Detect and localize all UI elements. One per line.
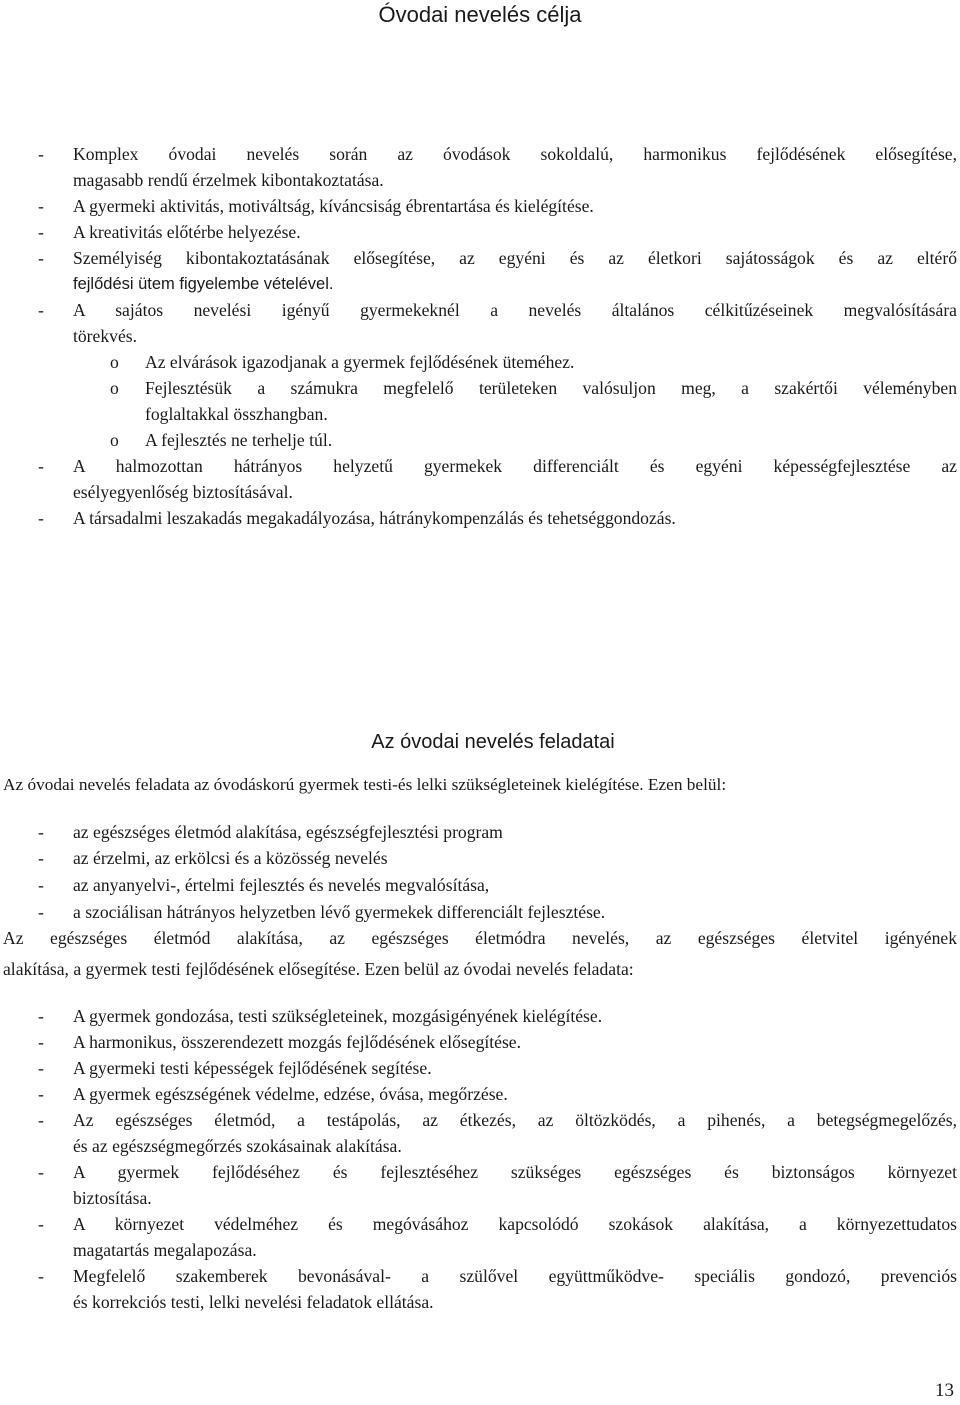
- list-item: Komplex óvodai nevelés során az óvodások sokoldalú, harmonikus fejlődésének elősegítése,: [73, 144, 957, 164]
- dash-marker: -: [38, 196, 44, 216]
- dash-marker: -: [38, 1032, 44, 1052]
- dash-marker: -: [38, 875, 44, 895]
- section-title-goal: Óvodai nevelés célja: [378, 2, 582, 27]
- list-item-continuation: magatartás megalapozása.: [73, 1240, 257, 1260]
- list-item-continuation: és az egészségmegőrzés szokásainak alakítása.: [73, 1136, 402, 1156]
- list-item: Személyiség kibontakoztatásának elősegítése, az egyéni és az életkori sajátosságok és az eltérő: [73, 248, 957, 268]
- circle-marker: o: [110, 378, 119, 398]
- dash-marker: -: [38, 1058, 44, 1078]
- paragraph-line: alakítása, a gyermek testi fejlődésének elősegítése. Ezen belül az óvodai nevelés feladata:: [3, 959, 634, 979]
- list-item-continuation: törekvés.: [73, 326, 138, 346]
- list-item: A gyermeki aktivitás, motiváltság, kíváncsiság ébrentartása és kielégítése.: [73, 196, 594, 216]
- dash-marker: -: [38, 1162, 44, 1182]
- list-item-continuation: biztosítása.: [73, 1188, 152, 1208]
- list-item: A társadalmi leszakadás megakadályozása, hátránykompenzálás és tehetséggondozás.: [73, 508, 676, 528]
- dash-marker: -: [38, 1110, 44, 1130]
- dash-marker: -: [38, 1266, 44, 1286]
- list-item: A kreativitás előtérbe helyezése.: [73, 222, 301, 242]
- section-title-tasks: Az óvodai nevelés feladatai: [371, 731, 615, 753]
- intro-paragraph: Az óvodai nevelés feladata az óvodáskorú gyermek testi-és lelki szükségleteinek kielégítése. Ezen belül:: [3, 775, 727, 794]
- list-item: Az egészséges életmód, a testápolás, az étkezés, az öltözködés, a pihenés, a betegségmegelőzés,: [73, 1110, 957, 1130]
- list-item: az érzelmi, az erkölcsi és a közösség nevelés: [73, 848, 388, 868]
- dash-marker: -: [38, 1006, 44, 1026]
- list-item: A harmonikus, összerendezett mozgás fejlődésének elősegítése.: [73, 1032, 522, 1052]
- list-item: A sajátos nevelési igényű gyermekeknél a nevelés általános célkitűzéseinek megvalósítására: [73, 300, 957, 320]
- dash-marker: -: [38, 144, 44, 164]
- dash-marker: -: [38, 822, 44, 842]
- circle-marker: o: [110, 430, 119, 450]
- list-item: A környezet védelméhez és megóvásához kapcsolódó szokások alakítása, a környezettudatos: [73, 1214, 957, 1234]
- sub-list-item: Fejlesztésük a számukra megfelelő területeken valósuljon meg, a szakértői véleményben: [145, 378, 957, 398]
- list-item: a szociálisan hátrányos helyzetben lévő gyermekek differenciált fejlesztése.: [73, 902, 606, 922]
- list-item-continuation: fejlődési ütem figyelembe vételével.: [73, 275, 334, 293]
- list-item: A gyermek fejlődéséhez és fejlesztéséhez szükséges egészséges és biztonságos környezet: [73, 1162, 957, 1182]
- dash-marker: -: [38, 248, 44, 268]
- list-item: A gyermeki testi képességek fejlődésének segítése.: [73, 1058, 432, 1078]
- sub-list-item: Az elvárások igazodjanak a gyermek fejlődésének üteméhez.: [145, 352, 575, 372]
- list-item-continuation: esélyegyenlőség biztosításával.: [73, 482, 293, 502]
- page-number: 13: [935, 1380, 954, 1401]
- dash-marker: -: [38, 222, 44, 242]
- list-item-continuation: és korrekciós testi, lelki nevelési feladatok ellátása.: [73, 1292, 434, 1312]
- list-item: Megfelelő szakemberek bevonásával- a szülővel együttműködve- speciális gondozó, prevenciós: [73, 1266, 957, 1286]
- list-item: az anyanyelvi-, értelmi fejlesztés és nevelés megvalósítása,: [73, 875, 490, 895]
- dash-marker: -: [38, 508, 44, 528]
- paragraph-line: Az egészséges életmód alakítása, az egészséges életmódra nevelés, az egészséges életvitel igényének: [3, 928, 957, 948]
- list-item: az egészséges életmód alakítása, egészségfejlesztési program: [73, 822, 503, 842]
- list-item-continuation: magasabb rendű érzelmek kibontakoztatása.: [73, 170, 384, 190]
- dash-marker: -: [38, 1084, 44, 1104]
- sub-list-item: A fejlesztés ne terhelje túl.: [145, 430, 333, 450]
- dash-marker: -: [38, 848, 44, 868]
- dash-marker: -: [38, 902, 44, 922]
- circle-marker: o: [110, 352, 119, 372]
- sub-list-item-continuation: foglaltakkal összhangban.: [145, 404, 328, 424]
- dash-marker: -: [38, 300, 44, 320]
- list-item: A gyermek egészségének védelme, edzése, óvása, megőrzése.: [73, 1084, 508, 1104]
- dash-marker: -: [38, 1214, 44, 1234]
- dash-marker: -: [38, 456, 44, 476]
- list-item: A halmozottan hátrányos helyzetű gyermekek differenciált és egyéni képességfejlesztése az: [73, 456, 957, 476]
- list-item: A gyermek gondozása, testi szükségleteinek, mozgásigényének kielégítése.: [73, 1006, 603, 1026]
